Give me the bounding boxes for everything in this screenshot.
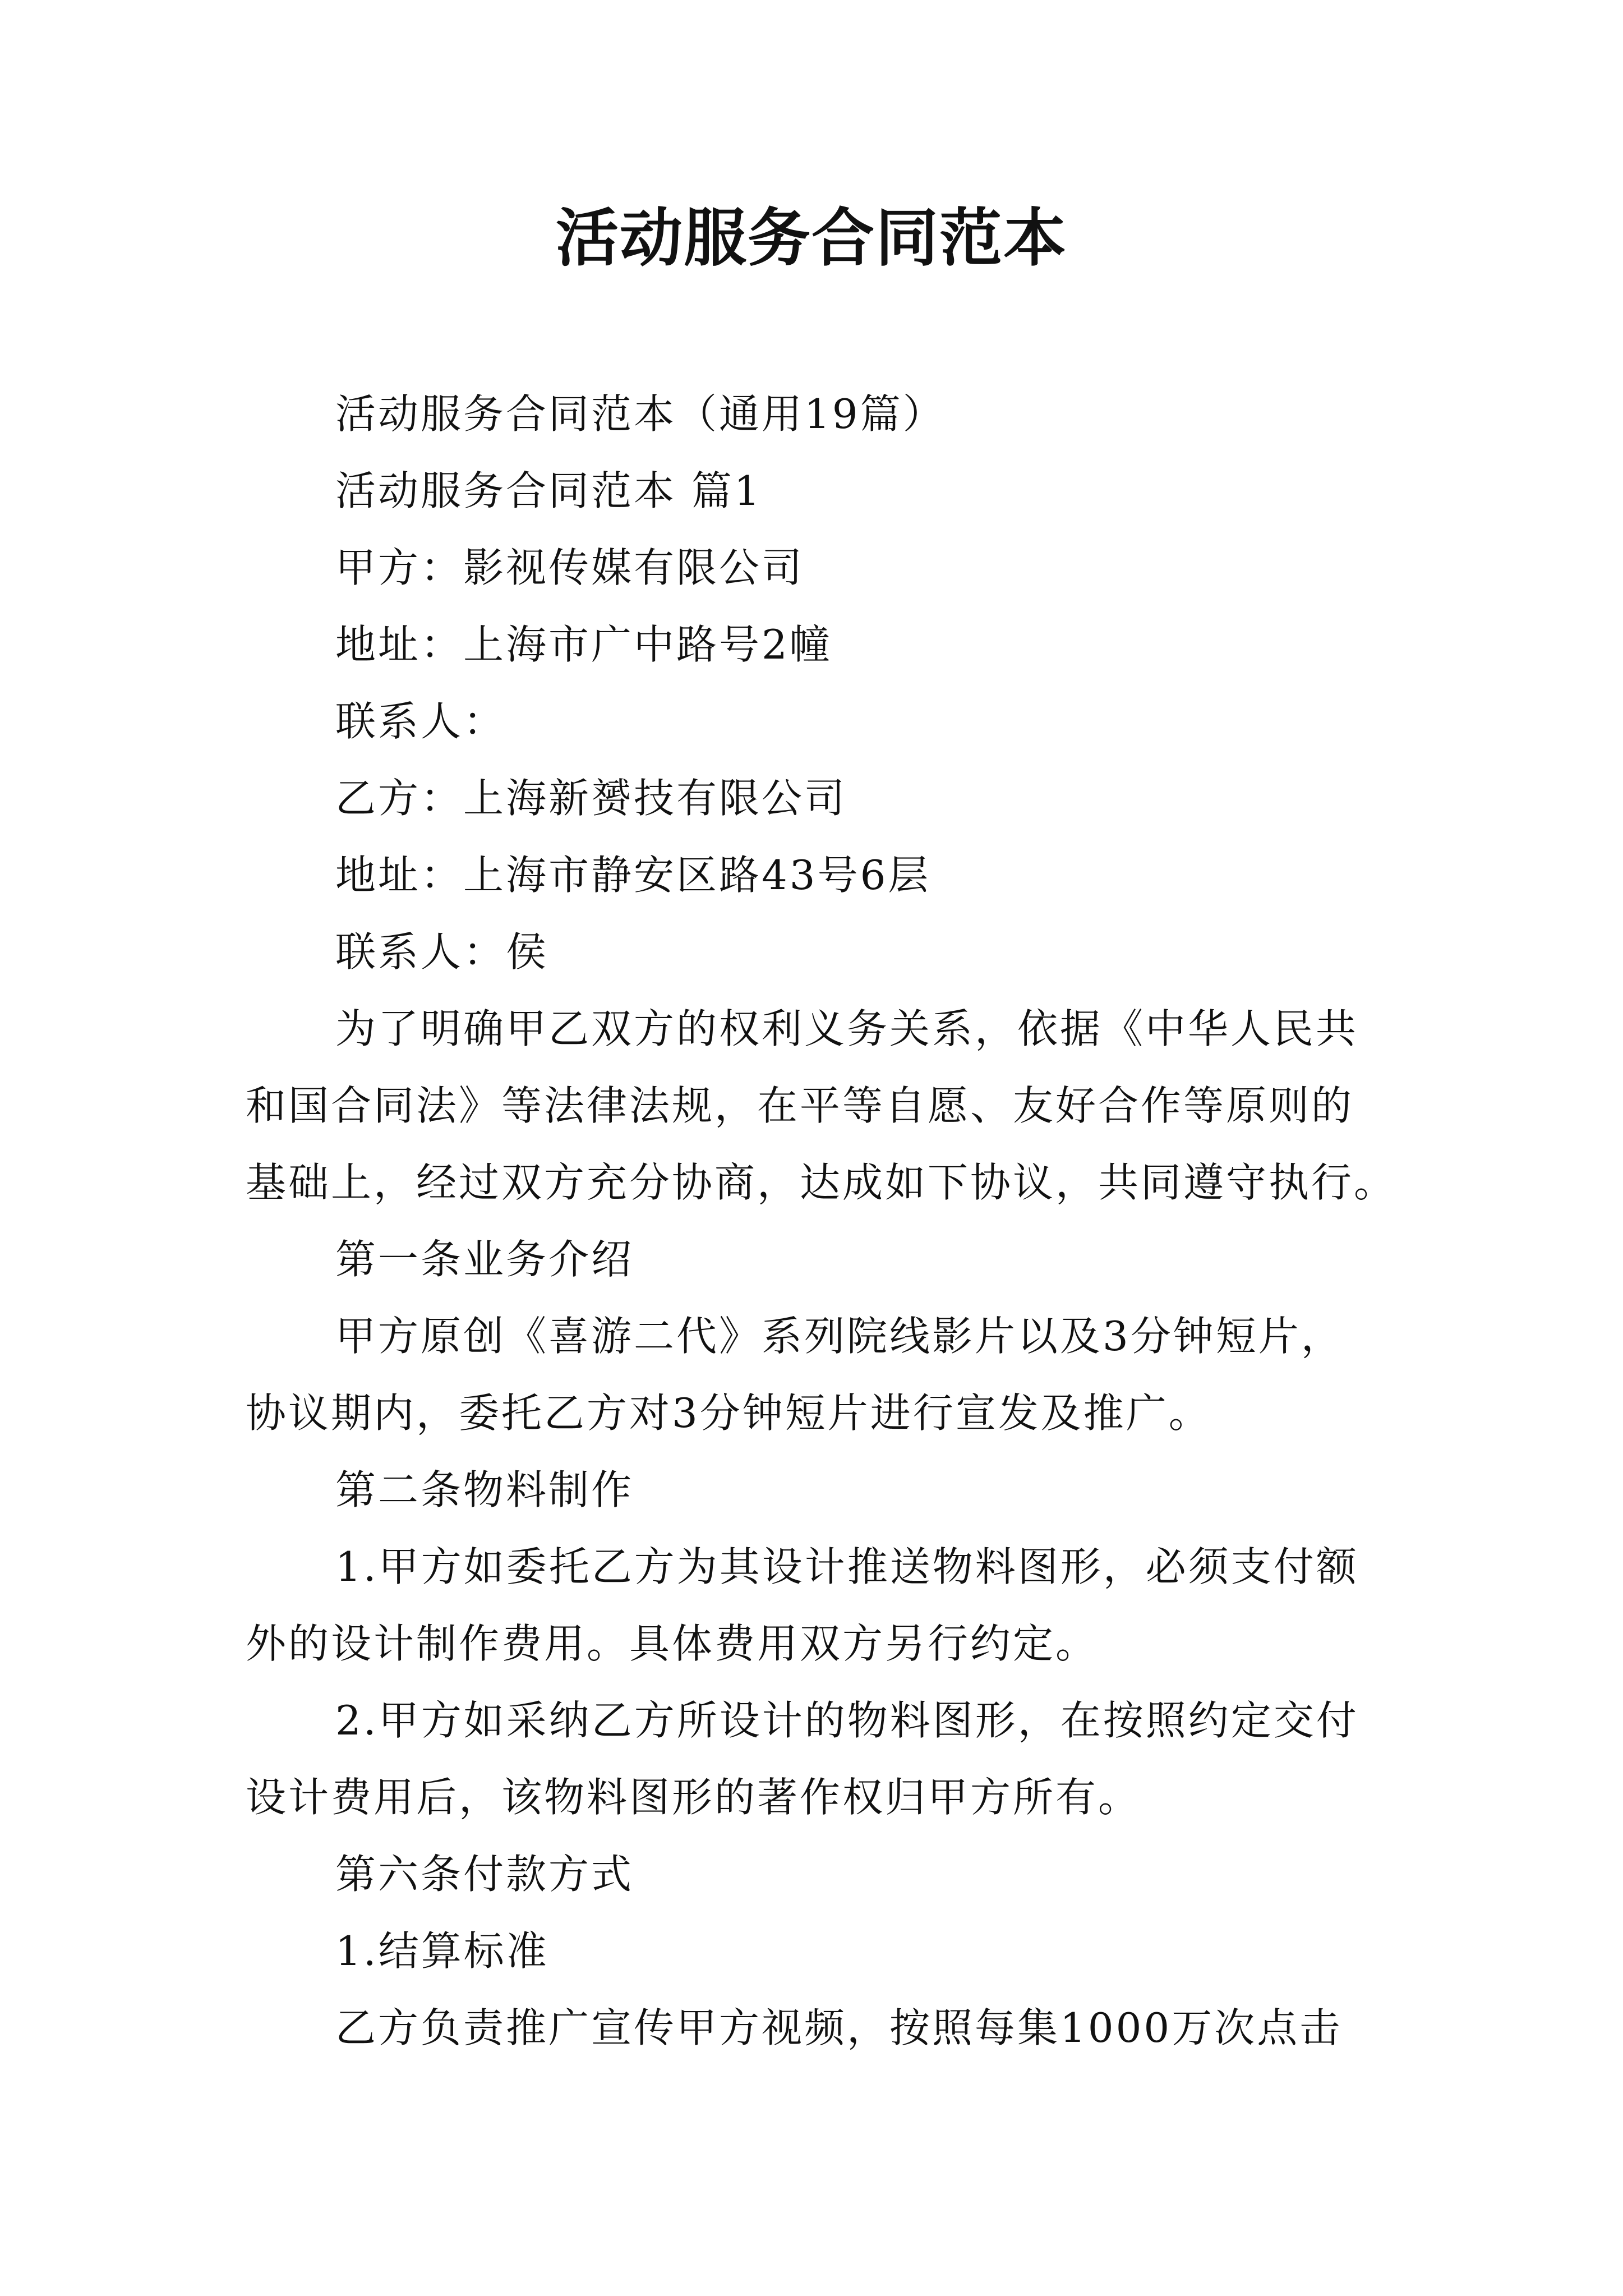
text-line: 1.结算标准 [335,1927,549,1975]
text-line: 联系人： [335,698,506,745]
document-title: 活动服务合同范本 [556,201,1067,275]
text-line: 乙方负责推广宣传甲方视频，按照每集1000万次点击 [335,2004,1343,2051]
text-line: 地址：上海市广中路号2幢 [335,621,832,668]
text-line: 活动服务合同范本（通用19篇） [335,390,946,438]
text-line: 为了明确甲乙双方的权利义务关系，依据《中华人民共 [335,1005,1359,1052]
text-line: 和国合同法》等法律法规，在平等自愿、友好合作等原则的 [246,1082,1354,1129]
text-line: 基础上，经过双方充分协商，达成如下协议，共同遵守执行。 [246,1159,1397,1206]
text-line: 地址：上海市静安区路43号6层 [335,852,931,899]
text-line: 第六条付款方式 [335,1851,634,1898]
text-line: 第二条物料制作 [335,1466,634,1513]
text-line: 1.甲方如委托乙方为其设计推送物料图形，必须支付额 [335,1543,1359,1590]
text-line: 第一条业务介绍 [335,1236,634,1283]
text-line: 外的设计制作费用。具体费用双方另行约定。 [246,1620,1099,1667]
text-line: 活动服务合同范本 篇1 [335,467,762,514]
document-body [246,376,1397,2067]
text-line: 联系人：侯 [335,928,549,976]
text-line: 甲方：影视传媒有限公司 [335,544,805,591]
text-line: 2.甲方如采纳乙方所设计的物料图形，在按照约定交付 [335,1697,1359,1744]
text-line: 乙方：上海新赟技有限公司 [335,775,847,822]
text-line: 协议期内，委托乙方对3分钟短片进行宣发及推广。 [246,1389,1211,1437]
text-line: 设计费用后，该物料图形的著作权归甲方所有。 [246,1774,1141,1821]
text-line: 甲方原创《喜游二代》系列院线影片以及3分钟短片， [335,1313,1344,1360]
